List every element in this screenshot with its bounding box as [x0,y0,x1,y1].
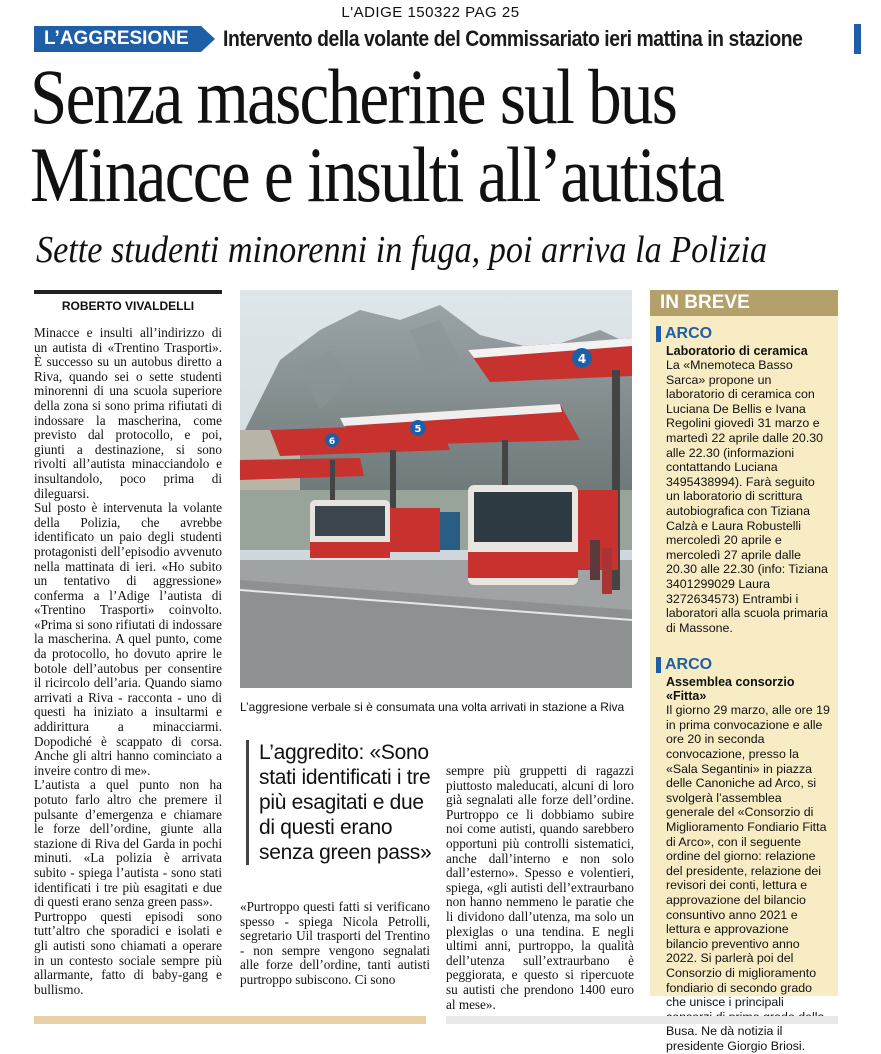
byline: ROBERTO VIVALDELLI [61,299,195,313]
brief-title: Laboratorio di ceramica [666,344,808,358]
brief-text: La «Mnemoteca Basso Sarca» propone un laboratorio di ceramica con Luciana De Bellis e Ivana Regolini giovedì 31 marzo e martedì 22 aprile dalle 20.30 alle 22.30 (informazioni contattando Luciana 3495438994). Farà seguito un laboratorio di scrittura autobiografica con Tiziana Calzà e Laura Robustelli mercoledì 20 aprile e mercoledì 27 aprile dalle 20.30 alle 22.30 (info: Tiziana 3401299029 Laura 3272634573) Entrambi i laboratori alla scuola primaria di Massone. [666,358,828,635]
svg-text:4: 4 [577,352,587,366]
article-column-3 [446,763,634,1012]
article-column-1 [34,326,222,996]
sidebar-title: IN BREVE [650,290,838,316]
news-brief-sidebar [650,290,838,1053]
paragraph: Purtroppo questi episodi sono tutt’altro che sporadici e isolati e gli autisti sono chiamati a operare in un contesto sociale sempre più allarmante, fatto di baby-gang e bullismo. [34,908,222,997]
paragraph: «Purtroppo questi fatti si verificano spesso - spiega Nicola Petrolli, segretario Uil trasporti del Trentino - non sempre vengono segnalati alle forze dell’ordine, tanti autisti purtroppo subiscono. Ci sono [240,899,430,987]
brief-item [650,316,838,635]
headline-line-1: Senza mascherine sul bus [30,53,677,140]
brief-item [650,647,838,1053]
paragraph: Minacce e insulti all’indirizzo di un autista di «Trentino Trasporti». È successo su un autobus diretto a Riva, quando sei o sette studenti minorenni di una scuola superiore della zona si sono prima rifiutati di indossare la mascherina, come previsto dal protocollo, e poi, giunti a destinazione, si sono rivolti all’autista minacciandolo e insultandolo, poco prima di dileguarsi. [34,325,222,501]
brief-tag: ARCO [656,657,712,673]
headline-line-2: Minacce e insulti all’autista [30,131,724,218]
brief-text: Il giorno 29 marzo, alle ore 19 in prima convocazione e alle ore 20 in seconda convocazione, presso la «Sala Segantini» in piazza delle Canoniche ad Arco, si svolgerà l’assemblea generale del «Consorzio di Miglioramento Fondiario Fitta di Arco», con il seguente ordine del giorno: relazione del presidente, relazione dei revisori dei conti, lettura e approvazione del bilancio consuntivo anno 2021 e lettura e approvazione bilancio preventivo anno 2022. Si parlerà poi del Consorzio di miglioramento fondiario di secondo grado che unisce i principali Busa. Ne dà notizia il presidente Giorgio Briosi. [666,703,830,1053]
brief-tag: ARCO [656,326,712,342]
brief-title: Assemblea consorzio «Fitta» [666,675,795,704]
paragraph: sempre più gruppetti di ragazzi piuttosto maleducati, alcuni di loro già segnalati alle forze dell’ordine. Purtroppo ce li dobbiamo subire noi come autisti, quando sarebbero opportuni più controlli sistematici, anche dall’interno e non solo dall’esterno». Spesso e volentieri, spiega, «gli autisti dell’extraurbano non hanno nemmeno le paratie che li dividono dall’utenza, ma solo un plexiglas o una tendina. E negli ultimi anni, purtroppo, la qualità dell’utenza sull’extraurbano è peggiorata, e questo si ripercuote su autisti che prendono 1400 euro al mese». [446,763,634,1012]
paragraph: Sul posto è intervenuta la volante della Polizia, che avrebbe identificato un paio degli studenti protagonisti dell’episodio avvenuto nella mattinata di ieri. «Ho subito un tentativo di aggressione» conferma a l’Adige l’autista di «Trentino Trasporti» coinvolto. «Prima si sono rifiutati di indossare la mascherina. A quel punto, come da protocollo, ho dovuto aprire le botole dell’autobus per consentire il ricircolo dell’aria. Quando siamo arrivati a Riva - racconta - uno di questi ha iniziato a insultarmi e addirittura a minacciarmi. Dopodiché è scappato di corsa. Anche gli altri hanno cominciato a inveire contro di me». [34,500,222,778]
svg-text:5: 5 [414,424,422,435]
bus-station-photo [240,290,632,688]
paragraph: L’autista a quel punto non ha potuto farlo altro che premere il pulsante d’emergenza e chiamare le forze dell’ordine, giunte alla stazione di Riva del Garda in pochi minuti. «La polizia è arrivata subito - spiega l’autista - sono stati identificati i tre più esagitati e due di questi erano senza green pass». [34,777,222,910]
subheadline: Sette studenti minorenni in fuga, poi arriva la Polizia [36,229,768,271]
photo-caption: L’aggresione verbale si è consumata una volta arrivati in stazione a Riva [240,700,625,714]
article-column-2 [240,900,430,998]
kicker [34,26,881,52]
byline-rule [34,290,222,294]
bottom-strip [446,1016,838,1024]
page-reference: L'ADIGE 150322 PAG 25 [341,4,520,21]
kicker-tag: L’AGGRESIONE [34,26,201,52]
kicker-text: Intervento della volante del Commissariato ieri mattina in stazione [222,26,803,51]
pull-quote: L’aggredito: «Sono stati identificati i tre più esagitati e due di questi erano senza green pass» [246,740,432,865]
svg-text:6: 6 [328,437,336,447]
bottom-strip [34,1016,426,1024]
